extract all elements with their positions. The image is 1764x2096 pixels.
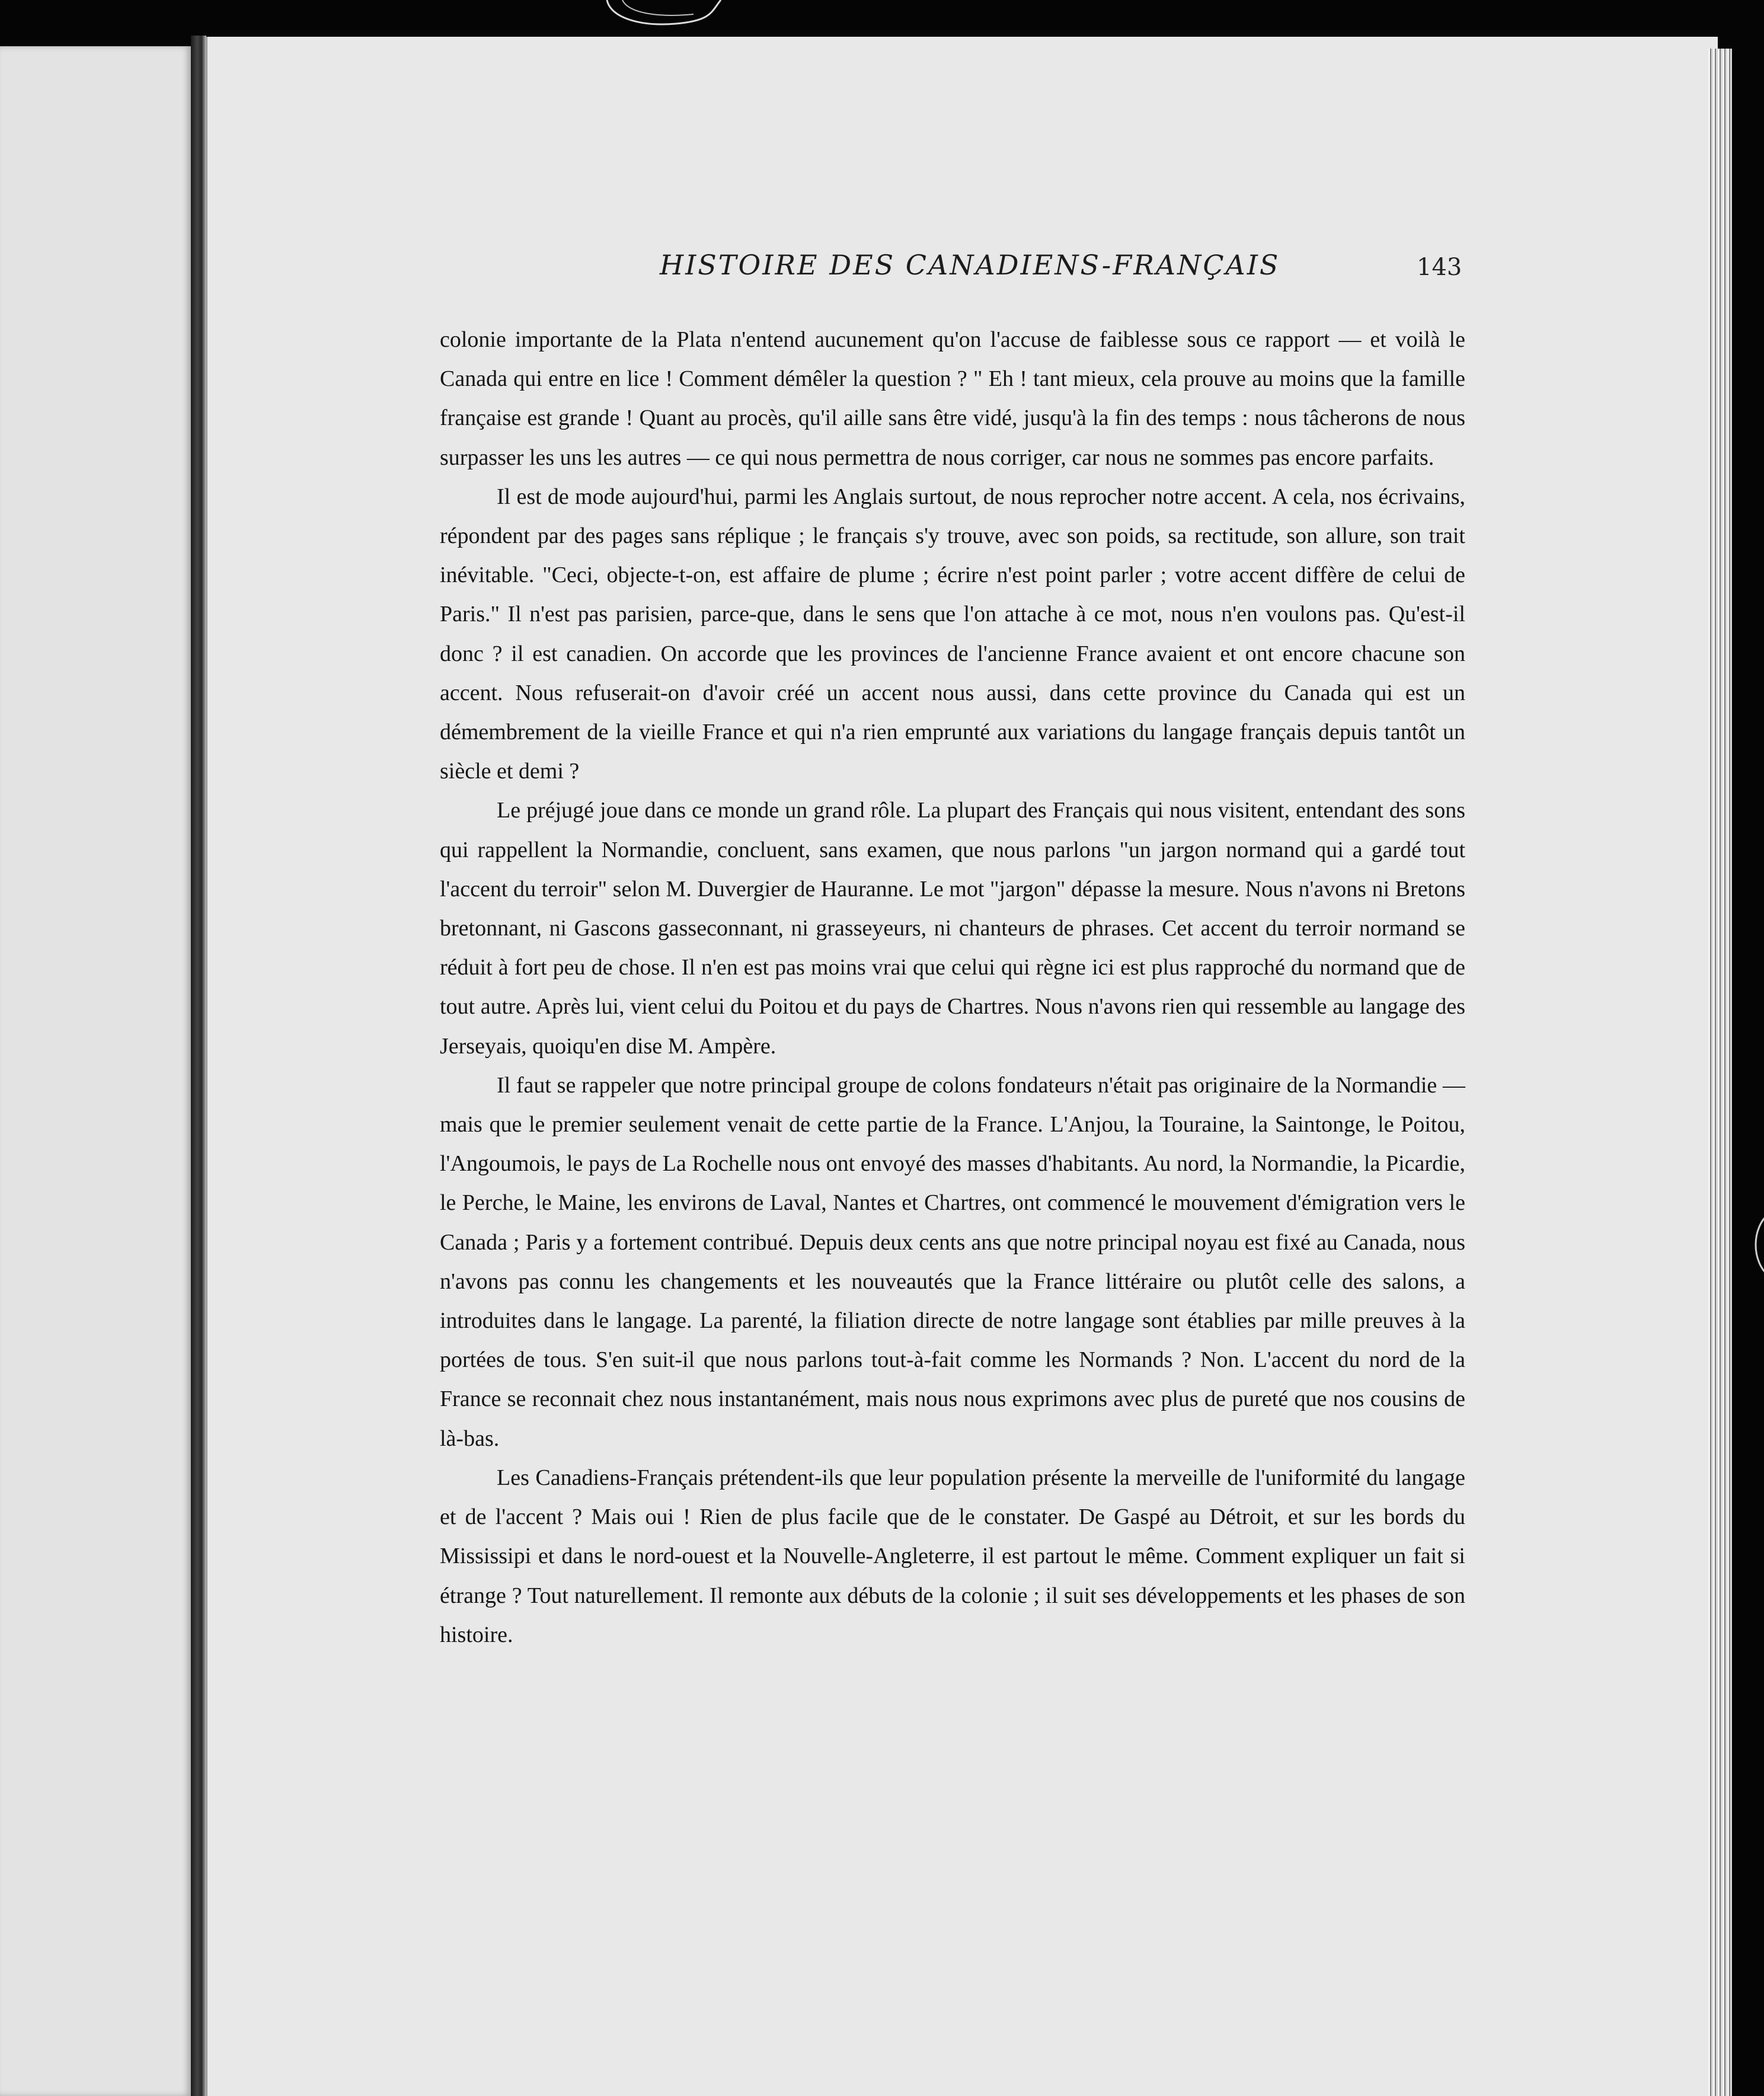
paragraph: Les Canadiens-Français prétendent-ils que leur population présente la merveille de l'uniformité du langage et de l'accent ? Mais oui ! Rien de plus facile que de le constater. De Gaspé au Détroit, et sur les bords du Mississipi et dans le nord-ouest et la Nouvelle-Angleterre, il est partout le même. Comment expliquer un fait si étrange ? Tout naturellement. Il remonte aux débuts de la colonie ; il suit ses développements et les phases de son histoire.	[440, 1465, 1465, 1647]
left-page-margin	[0, 46, 191, 2096]
book-gutter	[191, 36, 206, 2096]
scan-artifact-mark	[1749, 1209, 1764, 1280]
paragraph: Il faut se rappeler que notre principal groupe de colons fondateurs n'était pas originaire de la Normandie — mais que le premier seulement venait de cette partie de la France. L'Anjou, la Touraine, la Saintonge, le Poitou, l'Angoumois, le pays de La Rochelle nous ont envoyé des masses d'habitants. Au nord, la Normandie, la Picardie, le Perche, le Maine, les environs de Laval, Nantes et Chartres, ont commencé le mouvement d'émigration vers le Canada ; Paris y a fortement contribué. Depuis deux cents ans que notre principal noyau est fixé au Canada, nous n'avons pas connu les changements et les nouveautés que la France littéraire ou plutôt celle des salons, a introduites dans le langage. La parenté, la filiation directe de notre langage sont établies par mille preuves à la portées de tous. S'en suit-il que nous parlons tout-à-fait comme les Normands ? Non. L'accent du nord de la France se reconnait chez nous instantanément, mais nous nous exprimons avec plus de pureté que nos cousins de là-bas.	[440, 1072, 1465, 1451]
scan-background	[1732, 0, 1764, 2096]
paragraph: Il est de mode aujourd'hui, parmi les Anglais surtout, de nous reprocher notre accent. A cela, nos écrivains, répondent par des pages sans réplique ; le français s'y trouve, avec son poids, sa rectitude, son allure, son trait inévitable. "Ceci, objecte-t-on, est affaire de plume ; écrire n'est point parler ; votre accent diffère de celui de Paris." Il n'est pas parisien, parce-que, dans le sens que l'on attache à ce mot, nous n'en voulons pas. Qu'est-il donc ? il est canadien. On accorde que les provinces de l'ancienne France avaient et ont encore chacune son accent. Nous refuserait-on d'avoir créé un accent nous aussi, dans cette province du Canada qui est un démembrement de la vieille France et qui n'a rien emprunté aux variations du langage français depuis tantôt un siècle et demi ?	[440, 484, 1465, 784]
paragraph: Le préjugé joue dans ce monde un grand rôle. La plupart des Français qui nous visitent, entendant des sons qui rappellent la Normandie, concluent, sans examen, que nous parlons "un jargon normand qui a gardé tout l'accent du terroir" selon M. Duvergier de Hauranne. Le mot "jargon" dépasse la mesure. Nous n'avons ni Bretons bretonnant, ni Gascons gasseconnant, ni grasseyeurs, ni chanteurs de phrases. Cet accent du terroir normand se réduit à fort peu de chose. Il n'en est pas moins vrai que celui qui règne ici est plus rapproché du normand que de tout autre. Après lui, vient celui du Poitou et du pays de Chartres. Nous n'avons rien qui ressemble au langage des Jerseyais, quoiqu'en dise M. Ampère.	[440, 798, 1465, 1059]
scan-artifact	[605, 0, 723, 36]
running-title: HISTOIRE DES CANADIENS-FRANÇAIS	[660, 249, 1280, 281]
body-text	[440, 320, 1465, 1654]
page-edge-stack	[1708, 49, 1732, 2096]
paragraph: colonie importante de la Plata n'entend aucunement qu'on l'accuse de faiblesse sous ce rapport — et voilà le Canada qui entre en lice ! Comment démêler la question ? " Eh ! tant mieux, cela prouve au moins que la famille française est grande ! Quant au procès, qu'il aille sans être vidé, jusqu'à la fin des temps : nous tâcherons de nous surpasser les uns les autres — ce qui nous permettra de nous corriger, car nous ne sommes pas encore parfaits.	[440, 327, 1465, 470]
page-number: 143	[1417, 254, 1462, 281]
